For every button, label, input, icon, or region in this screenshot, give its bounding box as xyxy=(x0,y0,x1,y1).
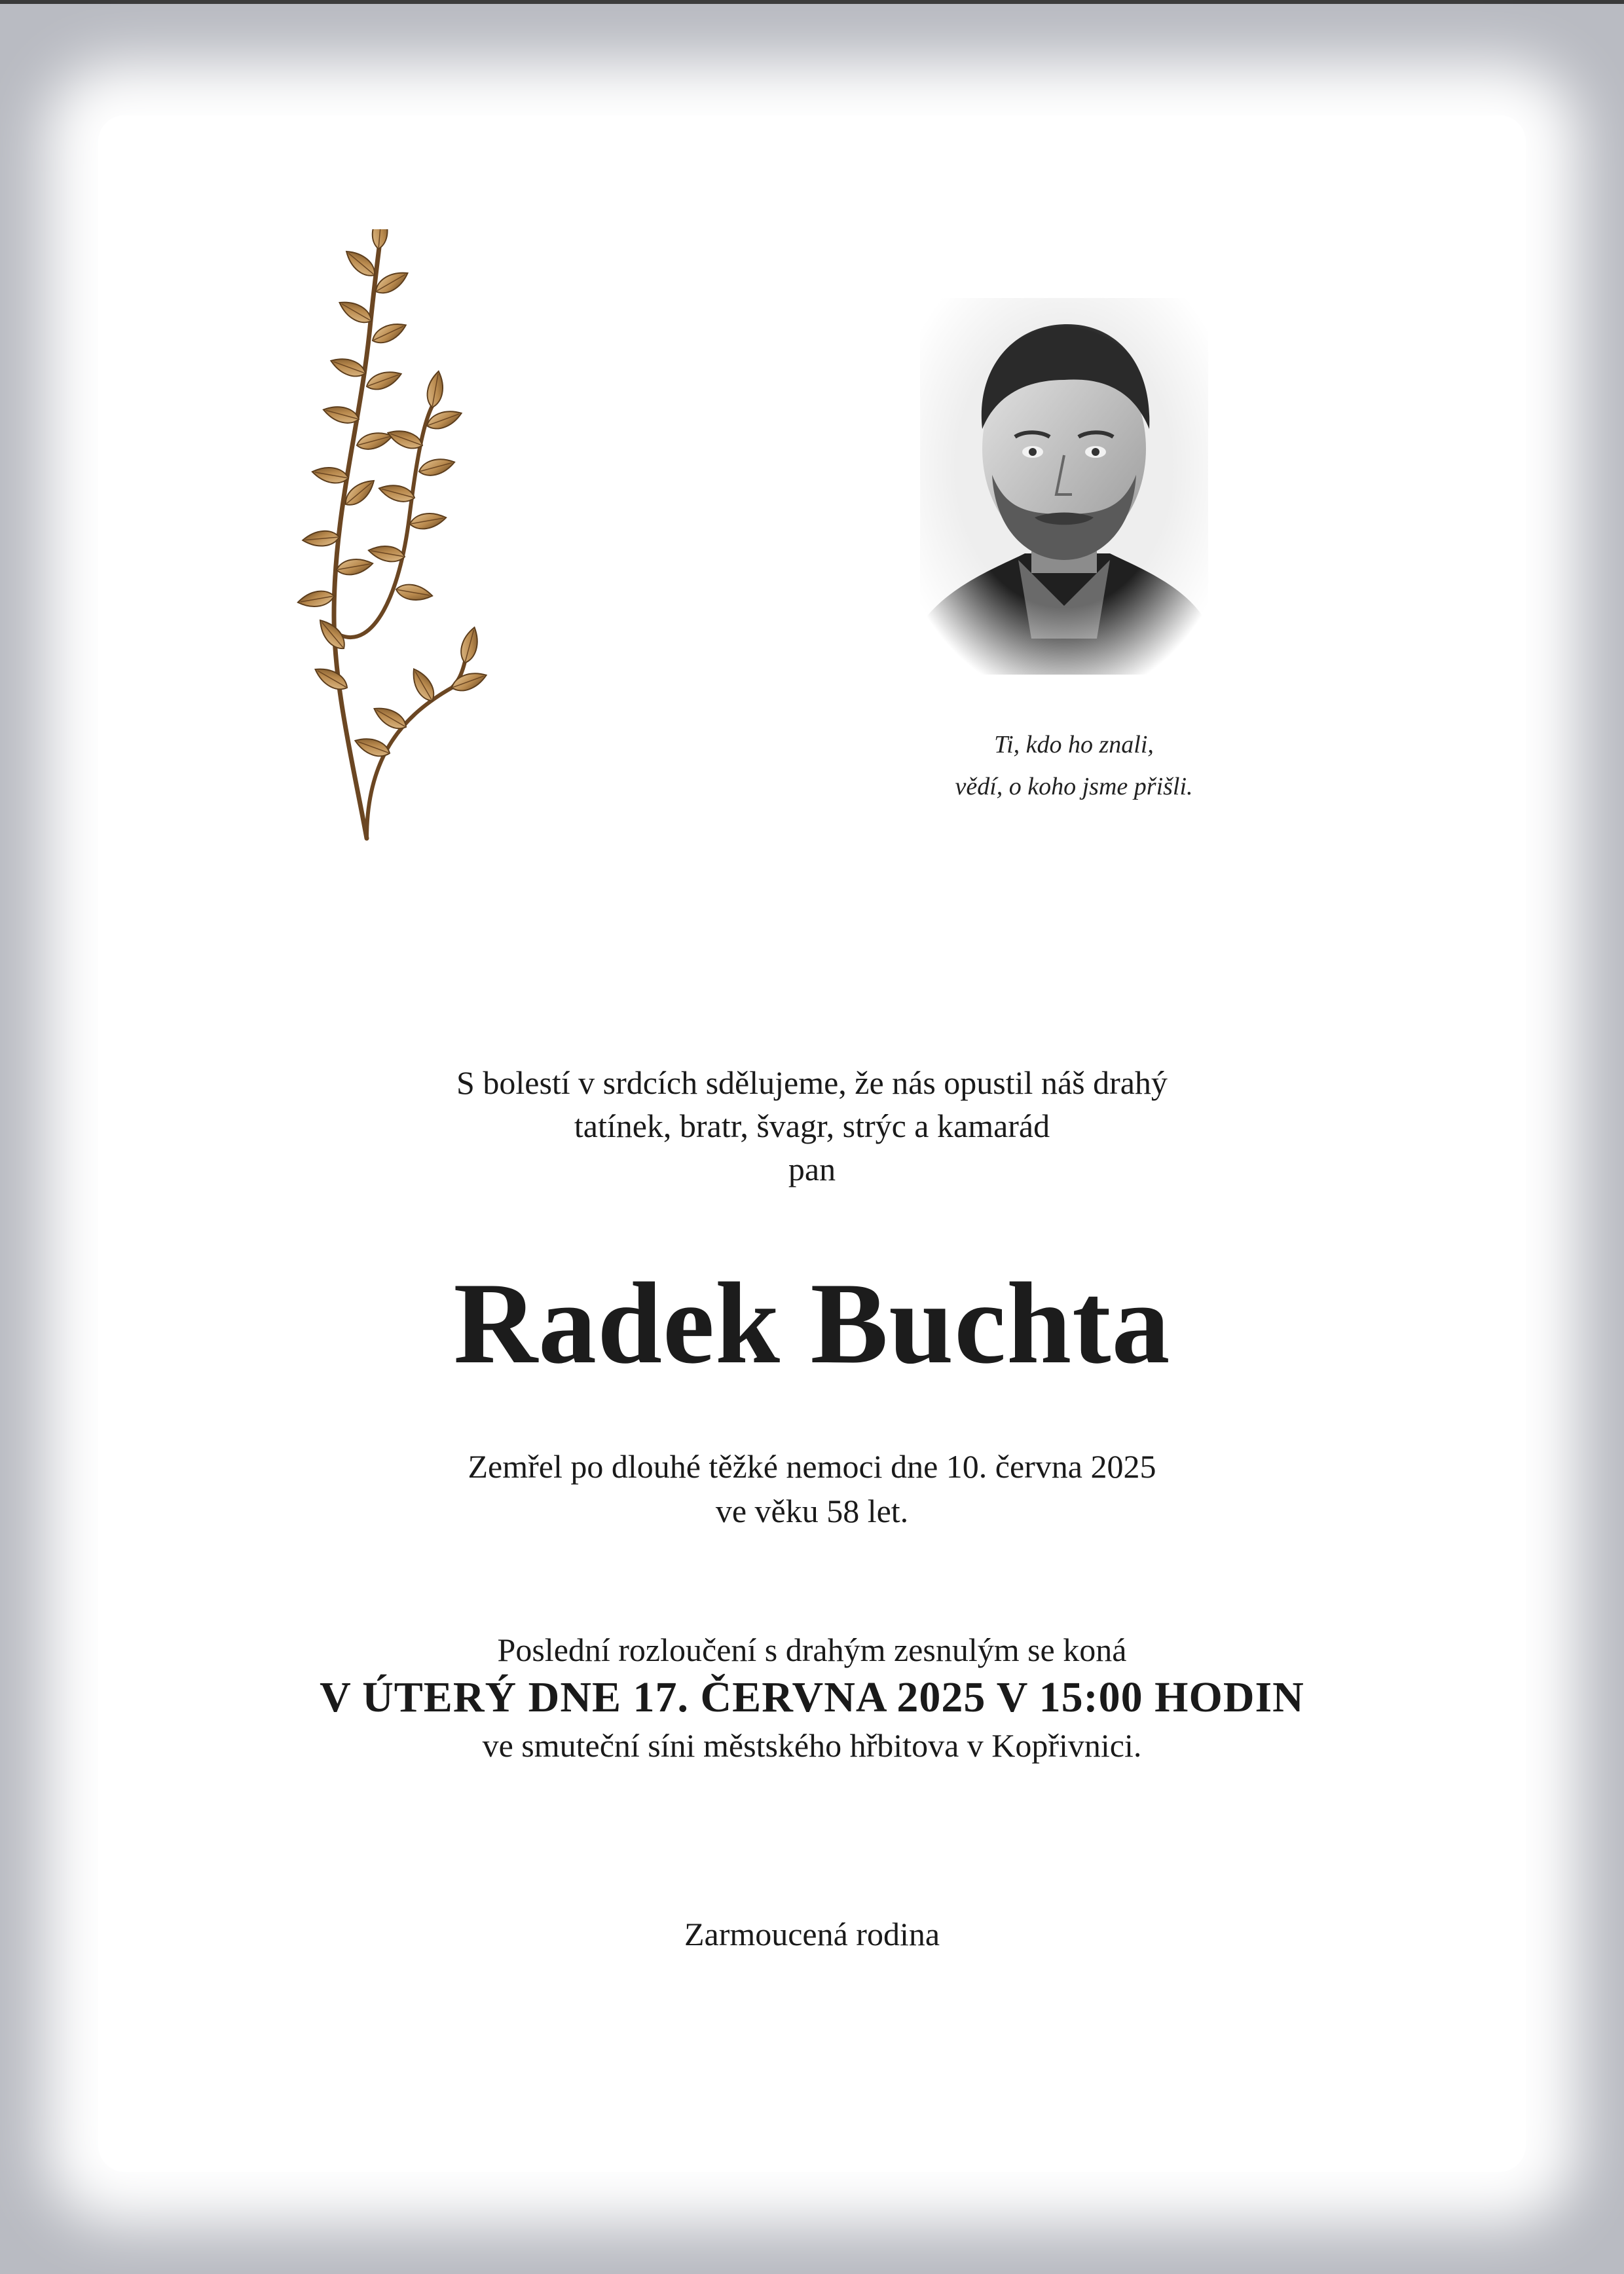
farewell-line-1: Poslední rozloučení s drahým zesnulým se koná xyxy=(497,1631,1127,1668)
funeral-info xyxy=(0,1628,1624,1768)
intro-line-3: pan xyxy=(788,1151,836,1187)
signature: Zarmoucená rodina xyxy=(684,1916,940,1952)
announcement-intro xyxy=(0,1061,1624,1191)
quote-line-1: Ti, kdo ho znali, xyxy=(994,731,1154,758)
death-line-1: Zemřel po dlouhé těžké nemoci dne 10. června 2025 xyxy=(468,1448,1156,1485)
memorial-quote xyxy=(904,724,1244,808)
laurel-branch-icon xyxy=(236,229,511,845)
farewell-date-time: V ÚTERÝ DNE 17. ČERVNA 2025 V 15:00 HODIN xyxy=(320,1673,1304,1721)
deceased-name: Radek Buchta xyxy=(453,1258,1171,1388)
death-line-2: ve věku 58 let. xyxy=(715,1493,909,1529)
intro-line-2: tatínek, bratr, švagr, strýc a kamarád xyxy=(574,1108,1050,1144)
farewell-location: ve smuteční síni městského hřbitova v Kopřivnici. xyxy=(482,1727,1142,1764)
quote-line-2: vědí, o koho jsme přišli. xyxy=(955,773,1193,800)
intro-line-1: S bolestí v srdcích sdělujeme, že nás opustil náš drahý xyxy=(456,1064,1168,1101)
portrait-photo xyxy=(920,298,1208,675)
death-info xyxy=(0,1444,1624,1533)
